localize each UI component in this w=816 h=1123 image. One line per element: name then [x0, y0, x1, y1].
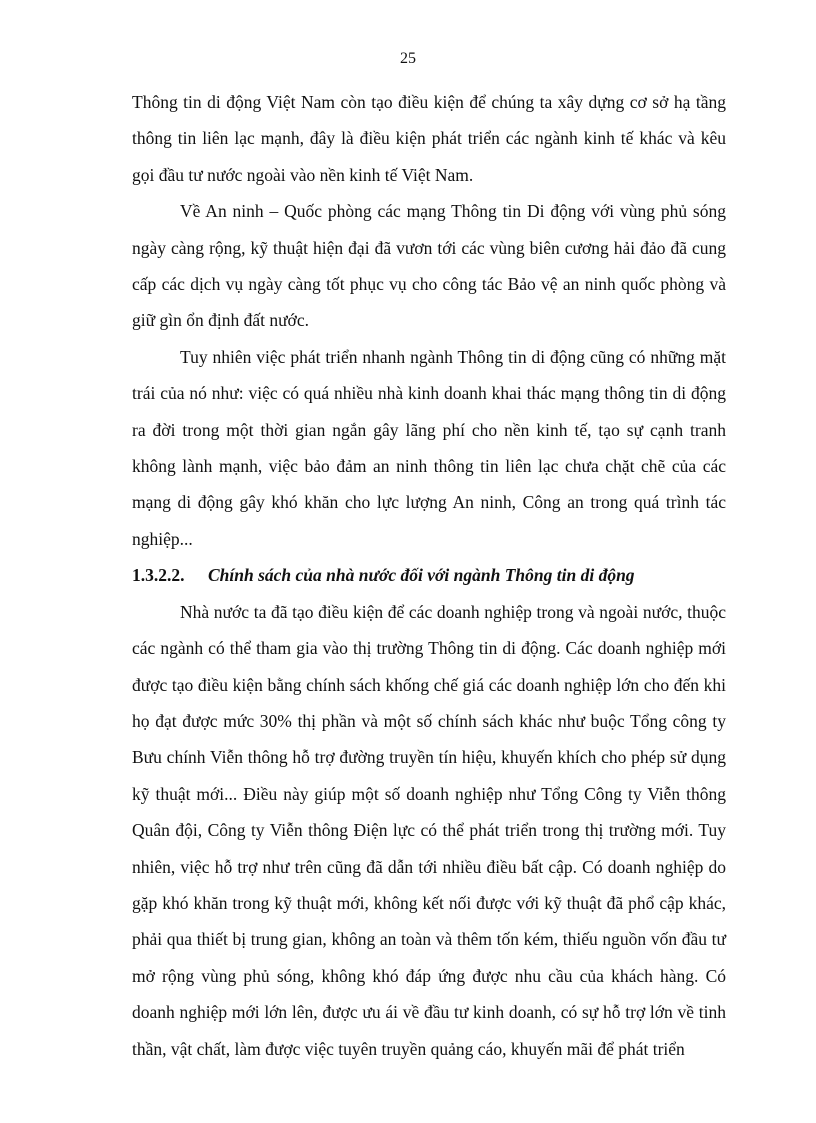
paragraph-downsides: Tuy nhiên việc phát triển nhanh ngành Thông tin di động cũng có những mặt trái của nó như: việc có quá nhiều nhà kinh doanh khai thác mạng thông tin di động ra đời trong một thời gian ngắn gây lãng phí cho nền kinh tế, tạo sự cạnh tranh không lành mạnh, việc bảo đảm an ninh thông tin liên lạc chưa chặt chẽ của các mạng di động gây khó khăn cho lực lượng An ninh, Công an trong quá trình tác nghiệp... — [132, 346, 726, 549]
section-title: Chính sách của nhà nước đối với ngành Thông tin di động — [208, 565, 635, 586]
paragraph-security-defense: Về An ninh – Quốc phòng các mạng Thông tin Di động với vùng phủ sóng ngày càng rộng, kỹ thuật hiện đại đã vươn tới các vùng biên cương hải đảo đã cung cấp các dịch vụ ngày càng tốt phục vụ cho công tác Bảo vệ an ninh quốc phòng và giữ gìn ổn định đất nước. — [132, 201, 726, 331]
body-text — [132, 84, 726, 1067]
paragraph-continuation: Thông tin di động Việt Nam còn tạo điều kiện để chúng ta xây dựng cơ sở hạ tầng thông tin liên lạc mạnh, đây là điều kiện phát triển các ngành kinh tế khác và kêu gọi đầu tư nước ngoài vào nền kinh tế Việt Nam. — [132, 92, 726, 185]
paragraph-state-policy: Nhà nước ta đã tạo điều kiện để các doanh nghiệp trong và ngoài nước, thuộc các ngành có thể tham gia vào thị trường Thông tin di động. Các doanh nghiệp mới được tạo điều kiện bằng chính sách khống chế giá các doanh nghiệp lớn cho đến khi họ đạt được mức 30% thị phần và một số chính sách khác như buộc Tổng công ty Bưu chính Viễn thông hỗ trợ đường truyền tín hiệu, khuyến khích cho phép sử dụng kỹ thuật mới... Điều này giúp một số doanh nghiệp như Tổng Công ty Viễn thông Quân đội, Công ty Viễn thông Điện lực có thể phát triển trong thị trường mới. Tuy nhiên, việc hỗ trợ như trên cũng đã dẫn tới nhiều điều bất cập. Có doanh nghiệp do gặp khó khăn trong kỹ thuật mới, không kết nối được với kỹ thuật đã phổ cập khác, phải qua thiết bị trung gian, không an toàn và thêm tốn kém, thiếu nguồn vốn đầu tư mở rộng vùng phủ sóng, không khó đáp ứng được nhu cầu của khách hàng. Có doanh nghiệp mới lớn lên, được ưu ái về đầu tư kinh doanh, có sự hỗ trợ lớn về tinh thần, vật chất, làm được việc tuyên truyền quảng cáo, khuyến mãi để phát triển — [132, 601, 726, 1059]
page-number: 25 — [400, 50, 416, 67]
section-number: 1.3.2.2. — [132, 565, 185, 586]
section-heading — [132, 557, 726, 593]
